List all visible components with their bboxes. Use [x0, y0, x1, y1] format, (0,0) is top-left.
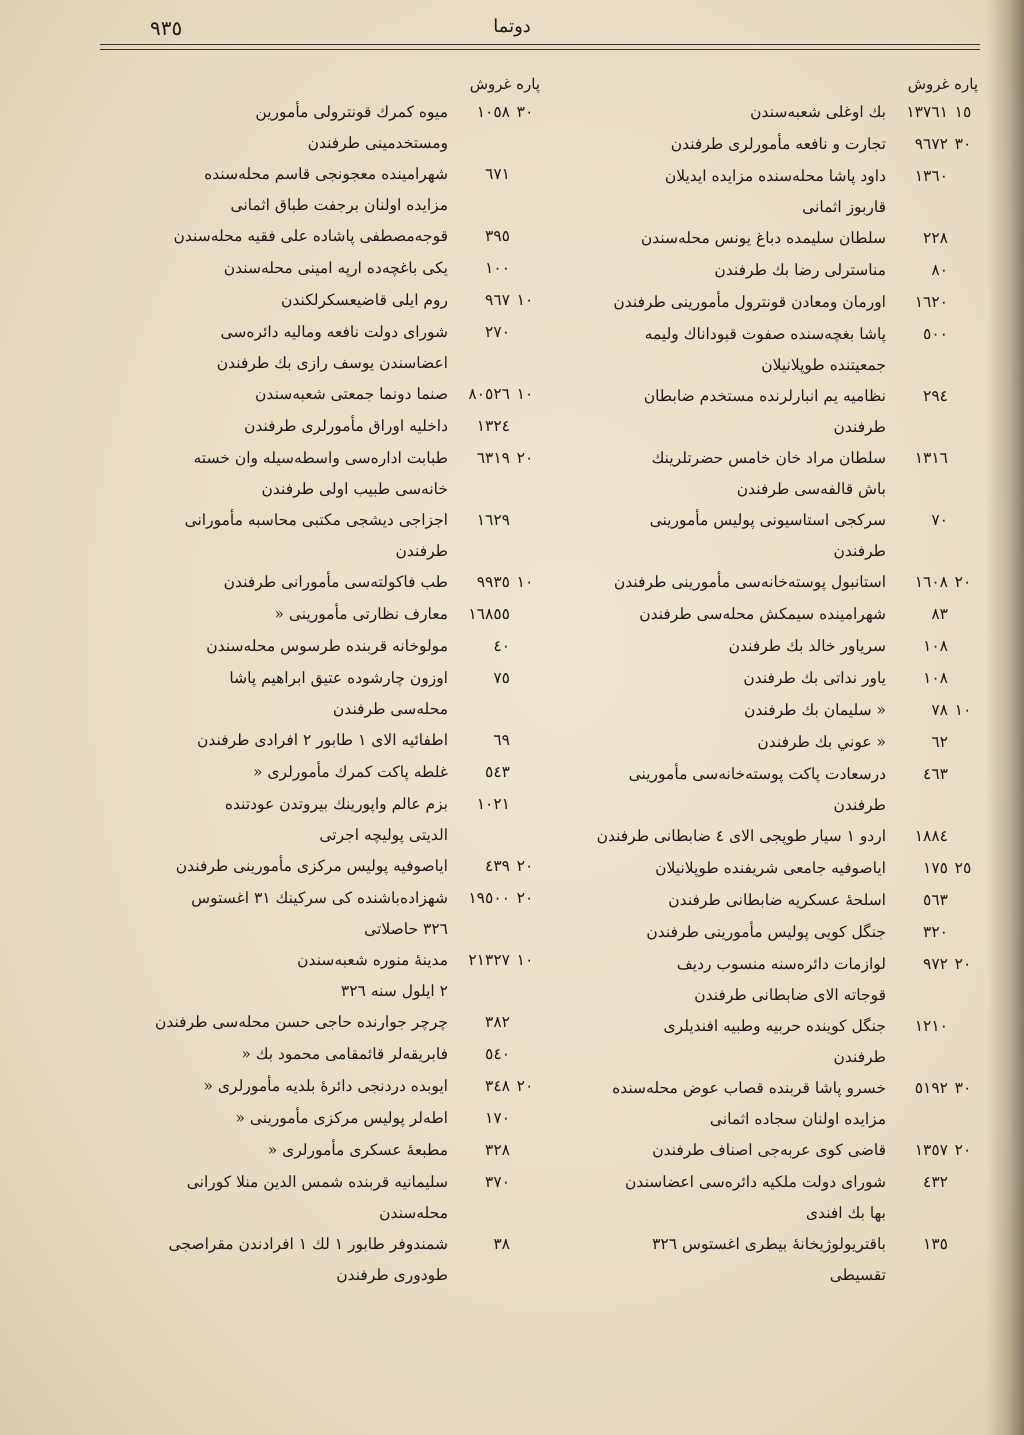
ledger-entry: [110, 378, 540, 410]
entry-text: اسلحهٔ عسكريه ضابطانى طرفندن: [668, 891, 886, 909]
ledger-entry: [548, 442, 978, 504]
entry-ghurush: ٨٣: [931, 605, 948, 623]
entry-ghurush: ٩٧٢: [923, 955, 948, 973]
entry-ghurush: ٩٩٣٥: [476, 573, 510, 591]
column-right: [548, 72, 978, 1290]
ledger-entry: [110, 944, 540, 1006]
entry-para: ٣٠: [516, 103, 534, 121]
entry-para: ١٠: [516, 385, 534, 403]
entry-line: [110, 1006, 540, 1038]
ledger-entry: [110, 442, 540, 504]
entry-text: سلطان مراد خان خامس حضرتلرينك: [651, 449, 886, 467]
entry-ghurush: ١٨٨٤: [914, 827, 948, 845]
entry-ghurush: ٨٠٥٢٦: [468, 385, 510, 403]
header-rule: [100, 44, 980, 50]
entry-continuation: ومستخدمينى طرفندن: [307, 134, 448, 152]
entry-para: ٢٠: [954, 573, 972, 591]
entry-line: [548, 286, 978, 318]
entry-ghurush: ١٣٥: [923, 1235, 948, 1253]
entry-para: ٢٠: [516, 857, 534, 875]
ledger-entry: [548, 286, 978, 318]
entry-line: [110, 1134, 540, 1166]
entry-ghurush: ١٧٥: [923, 859, 948, 877]
entry-text: سلطان سليمده دباغ يونس محله‌سندن: [640, 229, 886, 247]
entry-ghurush: ١٣٢٤: [476, 417, 510, 435]
entry-continuation: طرفندن: [833, 418, 886, 436]
entry-line: [548, 318, 978, 350]
entry-para: ٣٠: [954, 1079, 972, 1097]
entry-text: اورمان ومعادن قونترول مأمورينى طرفندن: [613, 293, 886, 311]
entry-text: شوراى دولت ملكيه دائره‌سى اعضاسندن: [625, 1173, 886, 1191]
entry-line: [110, 566, 540, 598]
entry-text: جنگل كويى پوليس مأمورينى طرفندن: [646, 923, 886, 941]
entry-text: اردو ١ سيار طوپجى الاى ٤ ضابطانى طرفندن: [596, 827, 886, 845]
ledger-entry: [548, 128, 978, 160]
ledger-entry: [110, 158, 540, 220]
entry-line: [548, 916, 978, 948]
entry-line: [110, 1102, 540, 1134]
entry-line: [548, 566, 978, 598]
entry-text: اياصوفيه پوليس مركزى مأمورينى طرفندن: [175, 857, 448, 875]
ledger-entry: [110, 316, 540, 378]
ledger-entry: [548, 566, 978, 598]
entry-ghurush: ٩٦٧٢: [914, 135, 948, 153]
ledger-entry: [110, 1166, 540, 1228]
entry-ghurush: ٣٤٨: [485, 1077, 510, 1095]
entry-line: [110, 442, 540, 474]
entry-line: [548, 948, 978, 980]
entry-para: ٢٠: [516, 889, 534, 907]
entry-ghurush: ١٣٦٠: [914, 167, 948, 185]
entry-ghurush: ٧٠: [931, 511, 948, 529]
book-spine-shadow: [986, 0, 1024, 1435]
column-left: [110, 72, 540, 1290]
entry-text: سركجى استاسيونى پوليس مأمورينى: [649, 511, 886, 529]
entry-line: [548, 884, 978, 916]
entry-text: اطه‌لر پوليس مركزى مأمورينى «: [235, 1109, 448, 1127]
entry-text: « عوني بك طرفندن: [757, 733, 886, 751]
entry-continuation: طرفندن: [833, 542, 886, 560]
entry-ghurush: ٢٢٨: [923, 229, 948, 247]
ledger-entry: [110, 788, 540, 850]
entry-text: شمندوفر طابور ١ لك ١ افرادندن مقراصجى: [168, 1235, 448, 1253]
entry-line: [548, 254, 978, 286]
entry-text: مولوخانه قربنده طرسوس محله‌سندن: [206, 637, 448, 655]
entry-ghurush: ١٦٢٠: [914, 293, 948, 311]
entry-continuation: جمعيتنده طوپلانيلان: [761, 356, 886, 374]
ledger-entry: [548, 222, 978, 254]
entry-line: [110, 410, 540, 442]
entry-ghurush: ٦٣١٩: [476, 449, 510, 467]
ledger-entry: [548, 726, 978, 758]
entry-continuation: ٢ ايلول سنه ٣٢٦: [340, 982, 448, 1000]
entry-line: [548, 1166, 978, 1198]
entry-ghurush: ٧٨: [931, 701, 948, 719]
entry-text: اجزاجى ديشجى مكتبى محاسبه مأمورانى: [184, 511, 448, 529]
entry-line: [548, 160, 978, 192]
entry-ghurush: ٣٩٥: [485, 227, 510, 245]
column-head-currency: پاره غروش: [469, 75, 540, 93]
entry-text: مناسترلى رضا بك طرفندن: [714, 261, 886, 279]
entry-continuation: مزايده اولنان برجفت طباق اثمانى: [230, 196, 448, 214]
entry-text: شهرامينده سيمكش محله‌سى طرفندن: [639, 605, 886, 623]
ledger-entry: [110, 566, 540, 598]
entry-line: [110, 504, 540, 536]
entry-text: يكى باغچه‌ده ارپه امينى محله‌سندن: [223, 259, 448, 277]
entry-ghurush: ١٦٠٨: [914, 573, 948, 591]
entry-line: [110, 220, 540, 252]
ledger-entry: [548, 1072, 978, 1134]
entry-text: درسعادت پاكت پوسته‌خانه‌سى مأمورينى: [628, 765, 886, 783]
entry-text: اوزون چارشوده عتيق ابراهيم پاشا: [229, 669, 448, 687]
ledger-entry: [548, 758, 978, 820]
entry-text: قاضى كوى عربه‌جى اصناف طرفندن: [652, 1141, 886, 1159]
entry-line: [110, 788, 540, 820]
ledger-entry: [548, 662, 978, 694]
entry-continuation: قاربوز اثمانى: [802, 198, 886, 216]
entry-ghurush: ٤٦٣: [923, 765, 948, 783]
entry-text: خسرو پاشا قربنده قصاب عوض محله‌سنده: [612, 1079, 886, 1097]
entry-ghurush: ١٠٥٨: [476, 103, 510, 121]
entry-line: [548, 442, 978, 474]
entry-line: [110, 630, 540, 662]
entry-text: قوجه‌مصطفى پاشاده على فقيه محله‌سندن: [173, 227, 448, 245]
entry-text: مطبعهٔ عسكرى مأمورلرى «: [267, 1141, 448, 1159]
entry-line: [548, 222, 978, 254]
entry-ghurush: ١٠٠: [485, 259, 510, 277]
ledger-entry: [110, 96, 540, 158]
entry-text: سليمانيه قربنده شمس الدين منلا كورانى: [186, 1173, 448, 1191]
entry-ghurush: ٣٢٨: [485, 1141, 510, 1159]
entry-continuation: محله‌سى طرفندن: [332, 700, 448, 718]
entry-continuation: قوجاته الاى ضابطانى طرفندن: [694, 986, 886, 1004]
entry-line: [110, 598, 540, 630]
entry-line: [548, 1072, 978, 1104]
entry-ghurush: ٣٧٠: [485, 1173, 510, 1191]
entry-line: [548, 820, 978, 852]
entry-ghurush: ٥٦٣: [923, 891, 948, 909]
ledger-entry: [110, 598, 540, 630]
entry-ghurush: ٣٨: [493, 1235, 510, 1253]
entry-text: تجارت و نافعه مأمورلرى طرفندن: [670, 135, 886, 153]
entry-para: ١٠: [516, 951, 534, 969]
ledger-entry: [548, 96, 978, 128]
entry-ghurush: ١٦٨٥٥: [468, 605, 510, 623]
ledger-entry: [110, 1006, 540, 1038]
entry-text: داود پاشا محله‌سنده مزايده ايديلان: [664, 167, 886, 185]
entry-ghurush: ١٠٢١: [476, 795, 510, 813]
entry-line: [548, 852, 978, 884]
entry-line: [110, 944, 540, 976]
ledger-entry: [548, 948, 978, 1010]
entry-line: [110, 316, 540, 348]
entry-text: شوراى دولت نافعه وماليه دائره‌سى: [220, 323, 448, 341]
entry-continuation: ٣٢٦ حاصلاتى: [364, 920, 448, 938]
entry-continuation: باش قالفه‌سى طرفندن: [736, 480, 886, 498]
ledger-entry: [110, 1102, 540, 1134]
entry-line: [548, 96, 978, 128]
entry-ghurush: ١٣٧٦١: [906, 103, 948, 121]
entry-ghurush: ١٦٢٩: [476, 511, 510, 529]
entry-para: ٢٠: [954, 1141, 972, 1159]
ledger-entry: [110, 284, 540, 316]
entry-text: استانبول پوسته‌خانه‌سى مأمورينى طرفندن: [613, 573, 886, 591]
entry-line: [548, 630, 978, 662]
ledger-entry: [548, 820, 978, 852]
entry-line: [548, 758, 978, 790]
ledger-entry: [548, 1166, 978, 1228]
ledger-entry: [110, 1070, 540, 1102]
entry-ghurush: ١٠٨: [923, 637, 948, 655]
entry-line: [110, 756, 540, 788]
page-number: ٩٣٥: [150, 16, 183, 40]
running-title: دوتما: [493, 16, 531, 37]
ledger-entry: [548, 504, 978, 566]
entry-ghurush: ٦٢: [931, 733, 948, 751]
entry-line: [110, 850, 540, 882]
entry-text: چرچر جوارنده حاجى حسن محله‌سى طرفندن: [154, 1013, 448, 1031]
entry-para: ٢٠: [516, 449, 534, 467]
entry-ghurush: ١٩٥٠٠: [468, 889, 510, 907]
entry-para: ٢٠: [954, 955, 972, 973]
ledger-entry: [548, 160, 978, 222]
entry-line: [548, 694, 978, 726]
column-head-currency: پاره غروش: [907, 75, 978, 93]
entry-continuation: طرفندن: [833, 1048, 886, 1066]
entry-line: [548, 128, 978, 160]
entry-para: ٣٠: [954, 135, 972, 153]
entry-line: [110, 1166, 540, 1198]
entry-continuation: خانه‌سى طبيب اولى طرفندن: [261, 480, 448, 498]
entry-continuation: مزايده اولنان سجاده اثمانى: [709, 1110, 886, 1128]
entry-ghurush: ٣٢٠: [923, 923, 948, 941]
entry-text: پاشا بغچه‌سنده صفوت قبوداناك وليمه: [644, 325, 886, 343]
entry-text: لوازمات دائره‌سنه منسوب رديف: [676, 955, 886, 973]
entry-line: [110, 252, 540, 284]
entry-line: [110, 96, 540, 128]
entry-continuation: طودورى طرفندن: [336, 1266, 448, 1284]
entry-continuation: اعضاسندن يوسف رازى بك طرفندن: [216, 354, 448, 372]
ledger-entry: [548, 694, 978, 726]
ledger-entry: [548, 380, 978, 442]
ledger-entry: [110, 630, 540, 662]
entry-text: اياصوفيه جامعى شريفنده طوپلانيلان: [655, 859, 886, 877]
entry-para: ٢٠: [516, 1077, 534, 1095]
entry-line: [110, 1070, 540, 1102]
entry-line: [110, 284, 540, 316]
entry-line: [548, 726, 978, 758]
ledger-entry: [548, 884, 978, 916]
ledger-entry: [548, 916, 978, 948]
entry-line: [110, 378, 540, 410]
entry-line: [110, 882, 540, 914]
ledger-entry: [548, 1228, 978, 1290]
entry-line: [548, 504, 978, 536]
entry-ghurush: ٤٠: [493, 637, 510, 655]
entry-text: شهزاده‌باشنده كى سركينك ٣١ اغستوس: [191, 889, 448, 907]
entry-text: شهرامينده معجونجى قاسم محله‌سنده: [204, 165, 448, 183]
entry-line: [548, 380, 978, 412]
entry-line: [110, 724, 540, 756]
entry-ghurush: ٤٣٩: [485, 857, 510, 875]
entry-ghurush: ٢١٣٢٧: [468, 951, 510, 969]
ledger-entry: [110, 724, 540, 756]
entry-text: داخليه اوراق مأمورلرى طرفندن: [243, 417, 448, 435]
entry-continuation: بها بك افندى: [805, 1204, 886, 1222]
entry-para: ١٠: [954, 701, 972, 719]
entry-text: طبابت اداره‌سى واسطه‌سيله وان خسته: [193, 449, 448, 467]
entry-ghurush: ٥١٩٢: [914, 1079, 948, 1097]
entry-para: ١٥: [954, 103, 972, 121]
entry-line: [548, 1134, 978, 1166]
entry-text: ايوبده دردنجى دائره‌ٔ بلديه مأمورلرى «: [203, 1077, 448, 1095]
entry-text: « سليمان بك طرفندن: [744, 701, 886, 719]
entry-text: ميوه كمرك قونترولى مأمورين: [255, 103, 448, 121]
entry-para: ١٠: [516, 573, 534, 591]
ledger-entry: [110, 662, 540, 724]
entry-ghurush: ٢٧٠: [485, 323, 510, 341]
entry-line: [110, 1228, 540, 1260]
entry-para: ٢٥: [954, 859, 972, 877]
entry-para: ١٠: [516, 291, 534, 309]
entry-ghurush: ٦٧١: [485, 165, 510, 183]
ledger-entry: [110, 252, 540, 284]
ledger-entry: [548, 254, 978, 286]
entry-ghurush: ١٧٠: [485, 1109, 510, 1127]
ledger-entry: [110, 882, 540, 944]
ledger-entry: [548, 852, 978, 884]
entry-continuation: طرفندن: [395, 542, 448, 560]
ledger-entry: [548, 1134, 978, 1166]
entry-text: بك اوغلى شعبه‌سندن: [750, 103, 886, 121]
entry-ghurush: ١٢١٠: [914, 1017, 948, 1035]
ledger-entry: [548, 1010, 978, 1072]
entry-text: فابريقه‌لر قائمقامى محمود بك «: [241, 1045, 448, 1063]
ledger-entry: [110, 756, 540, 788]
entry-text: سرياور خالد بك طرفندن: [728, 637, 886, 655]
entry-text: جنگل كوينده حربيه وطبيه افنديلرى: [663, 1017, 886, 1035]
ledger-entry: [110, 220, 540, 252]
entry-ghurush: ٢٩٤: [923, 387, 948, 405]
entry-text: ياور نداتى بك طرفندن: [743, 669, 886, 687]
ledger-entry: [548, 630, 978, 662]
entry-ghurush: ٣٨٢: [485, 1013, 510, 1031]
entry-text: باقتريولوژيخانهٔ بيطرى اغستوس ٣٢٦: [652, 1235, 886, 1253]
entry-ghurush: ١٣١٦: [914, 449, 948, 467]
entry-continuation: محله‌سندن: [379, 1204, 448, 1222]
entry-line: [110, 158, 540, 190]
entry-text: غلطه پاكت كمرك مأمورلرى «: [253, 763, 448, 781]
entry-ghurush: ٥٤٠: [485, 1045, 510, 1063]
ledger-entry: [110, 1134, 540, 1166]
entry-continuation: طرفندن: [833, 796, 886, 814]
entry-text: روم ايلى قاضيعسكرلكندن: [281, 291, 448, 309]
ledger-entry: [110, 410, 540, 442]
entry-text: مدينهٔ منوره شعبه‌سندن: [297, 951, 448, 969]
entry-continuation: الديتى پوليچه اجرتى: [319, 826, 448, 844]
entry-text: معارف نظارتى مأمورينى «: [274, 605, 448, 623]
ledger-entry: [110, 504, 540, 566]
entry-text: صنما دونما جمعتى شعبه‌سندن: [255, 385, 448, 403]
entry-line: [110, 662, 540, 694]
entry-ghurush: ١٠٨: [923, 669, 948, 687]
ledger-entry: [548, 318, 978, 380]
entry-ghurush: ١٣٥٧: [914, 1141, 948, 1159]
entry-text: نظاميه يم انبارلرنده مستخدم ضابطان: [643, 387, 886, 405]
ledger-entry: [110, 1038, 540, 1070]
ledger-entry: [110, 850, 540, 882]
entry-line: [110, 1038, 540, 1070]
entry-line: [548, 1228, 978, 1260]
entry-continuation: تقسيطى: [829, 1266, 886, 1284]
entry-ghurush: ٩٦٧: [485, 291, 510, 309]
ledger-entry: [548, 598, 978, 630]
entry-text: اطفائيه الاى ١ طابور ٢ افرادى طرفندن: [197, 731, 448, 749]
entry-line: [548, 1010, 978, 1042]
entry-text: بزم عالم واپورينك بيروتدن عودتنده: [224, 795, 448, 813]
entry-ghurush: ٨٠: [931, 261, 948, 279]
entry-ghurush: ٦٩: [493, 731, 510, 749]
entry-ghurush: ٥٤٣: [485, 763, 510, 781]
entry-ghurush: ٤٣٢: [923, 1173, 948, 1191]
entry-line: [548, 662, 978, 694]
ledger-entry: [110, 1228, 540, 1290]
entry-text: طب فاكولته‌سى مأمورانى طرفندن: [223, 573, 448, 591]
entry-ghurush: ٥٠٠: [923, 325, 948, 343]
entry-line: [548, 598, 978, 630]
entry-ghurush: ٧٥: [493, 669, 510, 687]
